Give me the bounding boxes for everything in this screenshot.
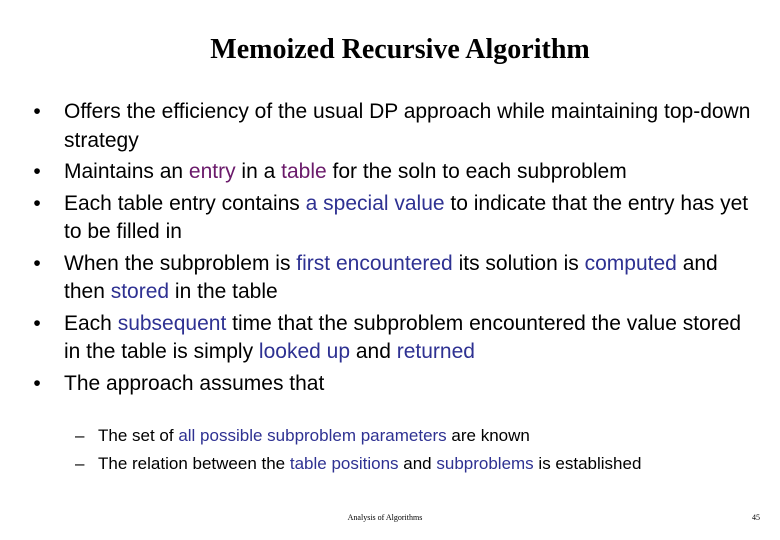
- bullet-text-segment: and: [398, 454, 437, 473]
- highlighted-text: subproblems: [436, 454, 534, 473]
- highlighted-text: entry: [188, 160, 236, 183]
- highlighted-text: computed: [584, 251, 677, 275]
- bullet-dot-icon: •: [33, 311, 41, 335]
- sub-bullet-item: [75, 450, 765, 478]
- bullet-text: [64, 252, 718, 304]
- bullet-text-segment: for the soln to each subproblem: [326, 160, 627, 183]
- bullet-text-segment: and: [350, 340, 397, 363]
- sub-bullet-text: [98, 454, 641, 473]
- bullet-text-segment: When the subproblem is: [64, 251, 297, 275]
- bullet-text-segment: The set of: [98, 426, 179, 445]
- bullet-text-segment: Offers the efficiency of the usual DP approach while maintaining top-down strategy: [64, 100, 751, 152]
- bullet-item: [30, 190, 760, 247]
- highlighted-text: all possible subproblem parameters: [178, 426, 447, 445]
- sub-bullet-item: [75, 422, 765, 450]
- bullet-text: [64, 100, 750, 152]
- highlighted-text: table positions: [289, 454, 399, 473]
- dash-icon: –: [75, 454, 85, 473]
- bullet-item: [30, 158, 760, 187]
- highlighted-text: a special value: [305, 191, 445, 215]
- bullet-text-segment: is established: [533, 454, 642, 473]
- bullet-item: [30, 250, 760, 307]
- dash-icon: –: [75, 426, 85, 445]
- highlighted-text: table: [281, 160, 327, 183]
- highlighted-text: stored: [110, 280, 170, 303]
- bullet-text: [64, 192, 748, 244]
- bullet-text-segment: Maintains an: [64, 160, 189, 183]
- bullet-text: [64, 372, 324, 395]
- bullet-text-segment: time that the subproblem encountered the value stored in the table is simply: [64, 311, 742, 363]
- bullet-text: [64, 312, 741, 364]
- bullet-text-segment: Each: [64, 311, 118, 335]
- bullet-text-segment: in a: [235, 160, 282, 183]
- bullet-text-segment: in the table: [169, 280, 278, 303]
- bullet-text-segment: The relation between the: [98, 454, 290, 473]
- bullet-list: [30, 98, 760, 401]
- bullet-text-segment: The approach assumes that: [64, 371, 325, 395]
- bullet-item: [30, 370, 760, 399]
- bullet-item: [30, 98, 760, 155]
- highlighted-text: subsequent: [117, 311, 227, 335]
- highlighted-text: returned: [396, 340, 475, 363]
- sub-bullet-list: [75, 422, 765, 478]
- highlighted-text: looked up: [258, 340, 350, 363]
- bullet-dot-icon: •: [33, 100, 41, 123]
- footer-label: Analysis of Algorithms: [347, 513, 423, 522]
- bullet-dot-icon: •: [33, 160, 41, 183]
- bullet-dot-icon: •: [33, 191, 41, 215]
- bullet-text-segment: and then: [64, 251, 718, 303]
- bullet-dot-icon: •: [33, 371, 41, 395]
- highlighted-text: first encountered: [296, 251, 453, 275]
- bullet-text-segment: its solution is: [452, 251, 585, 275]
- page-number: 45: [752, 513, 760, 522]
- bullet-dot-icon: •: [33, 251, 41, 275]
- bullet-text: [64, 160, 627, 183]
- bullet-text-segment: are known: [446, 426, 530, 445]
- slide-title: Memoized Recursive Algorithm: [210, 34, 590, 65]
- sub-bullet-text: [98, 426, 530, 445]
- bullet-item: [30, 310, 760, 367]
- bullet-text-segment: Each table entry contains: [64, 191, 306, 215]
- bullet-text-segment: to indicate that the entry has yet to be filled in: [64, 191, 749, 243]
